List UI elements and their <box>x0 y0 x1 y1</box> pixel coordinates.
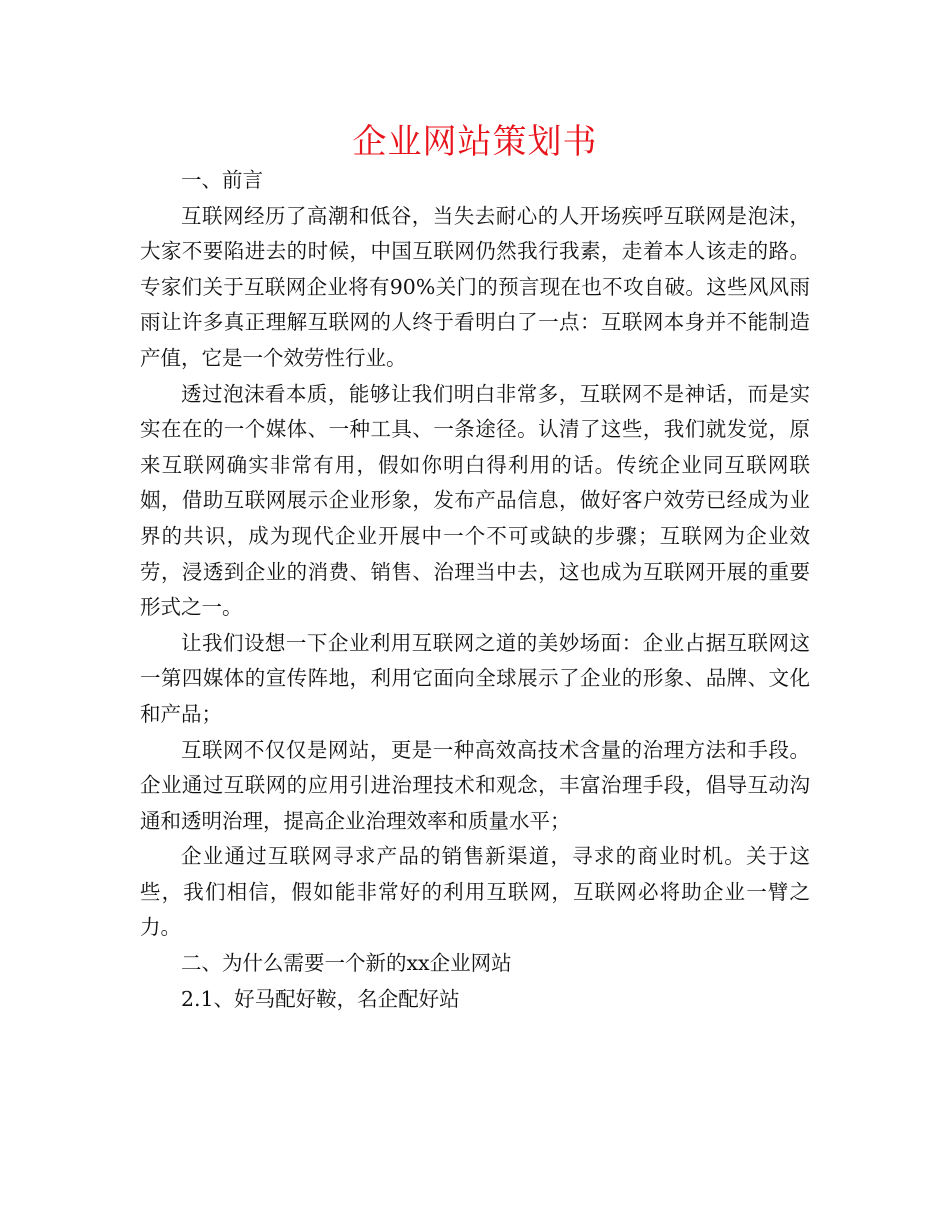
subsection-heading: 2.1、好马配好鞍，名企配好站 <box>181 986 460 1011</box>
document-body <box>140 163 810 1017</box>
paragraph: 企业通过互联网寻求产品的销售新渠道，寻求的商业时机。关于这些，我们相信，假如能非常好的利用互联网，互联网必将助企业一臂之力。 <box>140 844 810 940</box>
section-heading-preface: 一、前言 <box>181 168 263 192</box>
paragraph: 互联网经历了高潮和低谷，当失去耐心的人开场疾呼互联网是泡沫，大家不要陷进去的时候，中国互联网仍然我行我素，走着本人该走的路。专家们关于互联网企业将有90%关门的预言现在也不攻自破。这些风风雨雨让许多真正理解互联网的人终于看明白了一点：互联网本身并不能制造产值，它是一个效劳性行业。 <box>140 203 810 370</box>
document-title: 企业网站策划书 <box>352 122 598 162</box>
section-heading-why: 二、为什么需要一个新的xx企业网站 <box>181 951 512 976</box>
paragraph: 互联网不仅仅是网站，更是一种高效高技术含量的治理方法和手段。企业通过互联网的应用引进治理技术和观念，丰富治理手段，倡导互动沟通和透明治理，提高企业治理效率和质量水平； <box>140 737 810 833</box>
paragraph: 让我们设想一下企业利用互联网之道的美妙场面：企业占据互联网这一第四媒体的宣传阵地，利用它面向全球展示了企业的形象、品牌、文化和产品； <box>140 630 810 726</box>
paragraph: 透过泡沫看本质，能够让我们明白非常多，互联网不是神话，而是实实在在的一个媒体、一种工具、一条途径。认清了这些，我们就发觉，原来互联网确实非常有用，假如你明白得利用的话。传统企业同互联网联姻，借助互联网展示企业形象，发布产品信息，做好客户效劳已经成为业界的共识，成为现代企业开展中一个不可或缺的步骤；互联网为企业效劳，浸透到企业的消费、销售、治理当中去，这也成为互联网开展的重要形式之一。 <box>140 381 810 620</box>
